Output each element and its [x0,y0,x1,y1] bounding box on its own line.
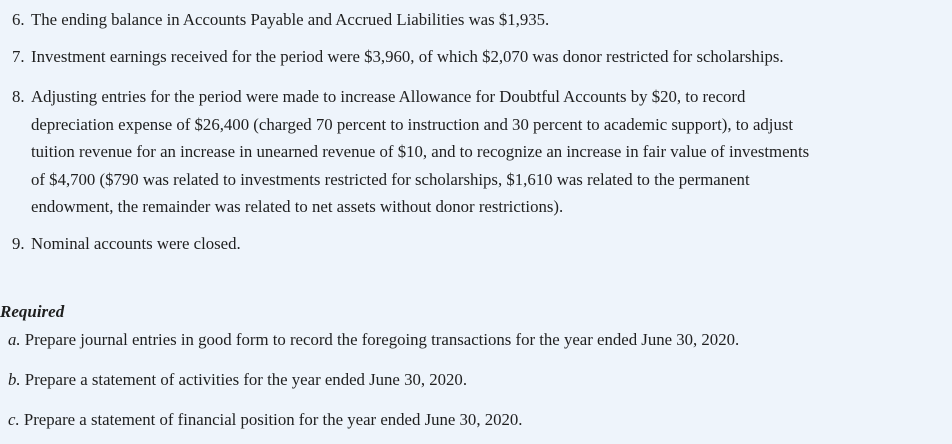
item-text [31,43,784,71]
item-text-line: Nominal accounts were closed. [31,234,241,253]
part-text: Prepare a statement of financial position for the year ended June 30, 2020. [23,410,523,429]
item-number: 7. [12,47,25,66]
item-text [31,230,241,258]
required-part-c [8,406,522,433]
item-text [31,6,549,34]
item-text [31,83,809,221]
part-letter: a. [8,330,21,349]
required-heading: Required [0,302,65,321]
part-text: Prepare a statement of activities for the year ended June 30, 2020. [24,370,468,389]
part-letter: b. [8,370,21,389]
item-text-line: tuition revenue for an increase in unearned revenue of $10, and to recognize an increase in fair value of investments [31,142,810,161]
item-text-line: endowment, the remainder was related to net assets without donor restrictions). [31,197,564,216]
item-text-line: Adjusting entries for the period were made to increase Allowance for Doubtful Accounts by $20, to record [31,87,746,106]
part-letter: c. [8,410,20,429]
required-part-a [8,326,739,353]
item-text-line: depreciation expense of $26,400 (charged 70 percent to instruction and 30 percent to academic support), to adjust [31,114,794,134]
required-part-b [8,366,467,393]
item-number: 8. [12,87,25,106]
item-text-line: The ending balance in Accounts Payable and Accrued Liabilities was $1,935. [31,10,550,29]
item-number: 6. [12,10,25,29]
part-text: Prepare journal entries in good form to record the foregoing transactions for the year ended June 30, 2020. [24,330,740,349]
item-text-line: of $4,700 ($790 was related to investments restricted for scholarships, $1,610 was related to the permanent [31,169,750,189]
item-text-line: Investment earnings received for the period were $3,960, of which $2,070 was donor restricted for scholarships. [31,47,784,66]
item-number: 9. [12,234,25,253]
